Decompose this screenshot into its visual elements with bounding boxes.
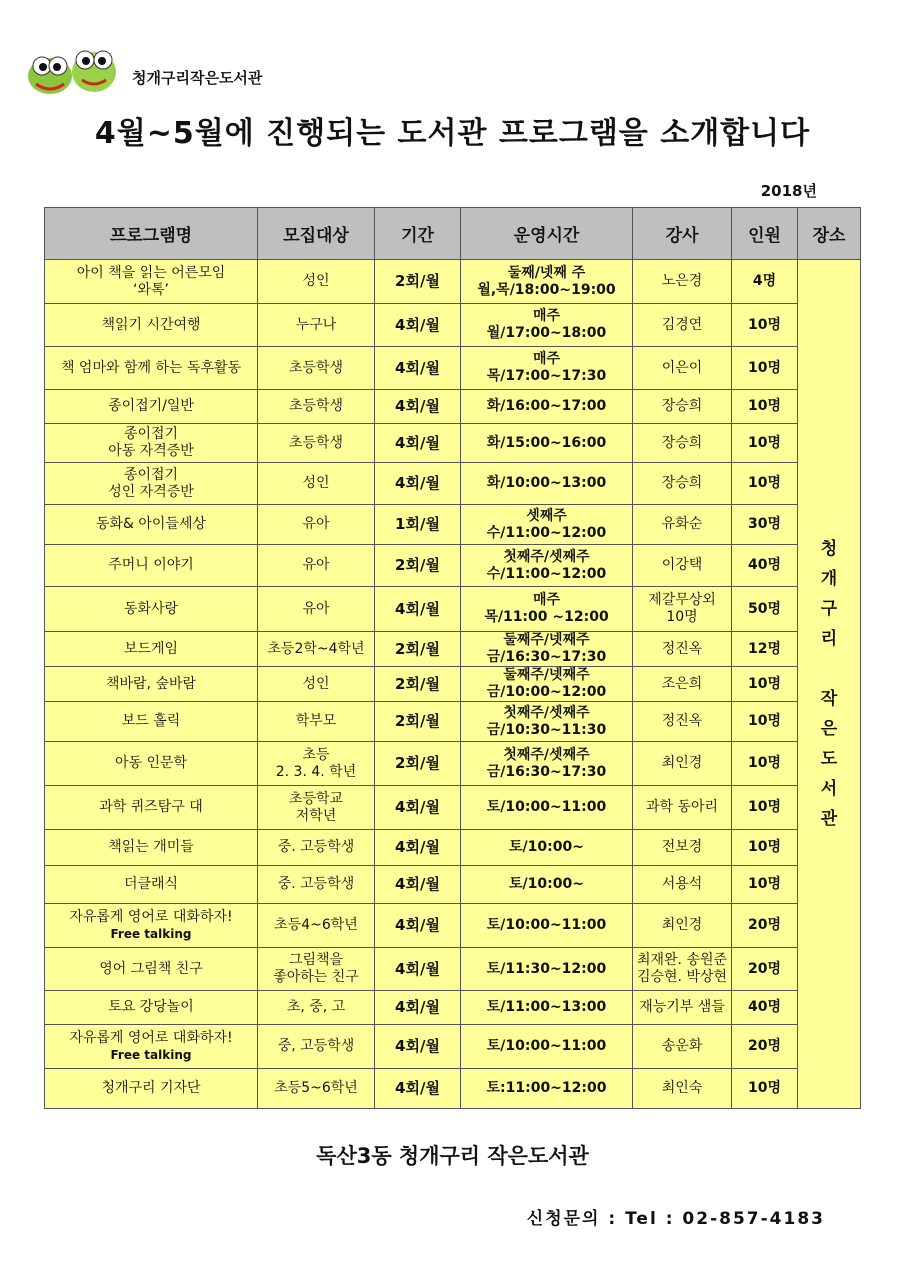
count-cell: 20명 <box>732 948 798 991</box>
cell-line: 금/16:30~17:30 <box>486 649 607 665</box>
count-cell: 40명 <box>732 991 798 1025</box>
table-row <box>45 304 861 347</box>
table-row <box>45 948 861 991</box>
target-cell <box>258 742 375 786</box>
target-cell <box>258 786 375 830</box>
cell-line: 장승희 <box>661 475 703 491</box>
cell-line: 매주 <box>532 308 561 324</box>
cell-line: 자유롭게 영어로 대화하자! <box>69 1029 233 1046</box>
period-cell: 4회/월 <box>375 424 461 463</box>
target-cell <box>258 1025 375 1069</box>
cell-line: 중. 고등학생 <box>277 876 355 892</box>
cell-line: 조은희 <box>661 675 703 692</box>
teacher-cell <box>633 667 732 702</box>
count-cell: 10명 <box>732 667 798 702</box>
time-cell <box>461 1069 633 1109</box>
period-cell: 4회/월 <box>375 991 461 1025</box>
target-cell <box>258 545 375 587</box>
target-cell <box>258 1069 375 1109</box>
teacher-cell <box>633 347 732 390</box>
header-place: 장소 <box>798 208 861 260</box>
cell-line: 영어 그림책 친구 <box>99 960 203 977</box>
cell-line: 과학 퀴즈탐구 대 <box>99 799 203 815</box>
cell-line: 유아 <box>302 557 330 573</box>
cell-line: 이강택 <box>661 557 703 573</box>
cell-line: 첫째주/셋째주 <box>503 548 590 565</box>
period-cell: 4회/월 <box>375 463 461 505</box>
period-cell: 2회/월 <box>375 632 461 667</box>
period-cell: 2회/월 <box>375 545 461 587</box>
count-cell: 10명 <box>732 424 798 463</box>
cell-line: 초등5~6학년 <box>274 1080 358 1096</box>
target-cell <box>258 463 375 505</box>
table-row <box>45 742 861 786</box>
program-name-cell <box>45 390 258 424</box>
period-cell: 4회/월 <box>375 304 461 347</box>
program-name-cell <box>45 830 258 866</box>
target-cell <box>258 587 375 632</box>
count-cell: 10명 <box>732 702 798 742</box>
cell-line: 목/11:00 ~12:00 <box>484 609 609 625</box>
program-name-cell <box>45 904 258 948</box>
time-cell <box>461 830 633 866</box>
program-name-cell <box>45 347 258 390</box>
cell-line: 첫째주/셋째주 <box>503 746 590 763</box>
cell-line: 토/10:00~11:00 <box>486 917 607 933</box>
table-row <box>45 347 861 390</box>
table-row <box>45 632 861 667</box>
cell-line: 최인경 <box>661 917 703 933</box>
count-cell: 12명 <box>732 632 798 667</box>
table-row <box>45 904 861 948</box>
period-cell: 2회/월 <box>375 742 461 786</box>
target-cell <box>258 702 375 742</box>
period-cell: 2회/월 <box>375 260 461 304</box>
header-target: 모집대상 <box>258 208 375 260</box>
count-cell: 10명 <box>732 830 798 866</box>
cell-line: 주머니 이야기 <box>108 557 194 573</box>
period-cell: 4회/월 <box>375 786 461 830</box>
cell-line: Free talking <box>110 1047 192 1062</box>
cell-line: 유아 <box>302 516 330 532</box>
time-cell <box>461 786 633 830</box>
table-row <box>45 1025 861 1069</box>
teacher-cell <box>633 463 732 505</box>
cell-line: 김경연 <box>661 316 703 333</box>
teacher-cell <box>633 948 732 991</box>
count-cell: 20명 <box>732 904 798 948</box>
teacher-cell <box>633 702 732 742</box>
cell-line: 과학 동아리 <box>645 799 719 815</box>
program-name-cell <box>45 424 258 463</box>
period-cell: 2회/월 <box>375 702 461 742</box>
period-cell: 4회/월 <box>375 1069 461 1109</box>
program-name-cell <box>45 587 258 632</box>
period-cell: 4회/월 <box>375 830 461 866</box>
target-cell <box>258 424 375 463</box>
place-char: 은 <box>820 719 838 739</box>
count-cell: 10명 <box>732 1069 798 1109</box>
target-cell <box>258 390 375 424</box>
period-cell: 1회/월 <box>375 505 461 545</box>
cell-line: ‘와톡’ <box>133 281 169 298</box>
count-cell: 40명 <box>732 545 798 587</box>
teacher-cell <box>633 260 732 304</box>
cell-line: 그림책을 <box>288 952 344 968</box>
time-cell <box>461 587 633 632</box>
cell-line: 초등학생 <box>288 359 344 376</box>
cell-line: 2. 3. 4. 학년 <box>275 763 357 780</box>
count-cell: 4명 <box>732 260 798 304</box>
cell-line: 최인숙 <box>661 1080 703 1096</box>
teacher-cell <box>633 505 732 545</box>
cell-line: 성인 <box>302 273 330 289</box>
count-cell: 30명 <box>732 505 798 545</box>
teacher-cell <box>633 424 732 463</box>
cell-line: 누구나 <box>295 316 337 333</box>
cell-line: 저학년 <box>295 807 337 824</box>
target-cell <box>258 667 375 702</box>
cell-line: 유화순 <box>661 516 703 532</box>
cell-line: 성인 <box>302 475 330 491</box>
target-cell <box>258 632 375 667</box>
footer-library-name: 독산3동 청개구리 작은도서관 <box>316 1144 589 1168</box>
cell-line: 더클래식 <box>123 876 179 892</box>
cell-line: 10명 <box>666 609 698 625</box>
cell-line: 청개구리 기자단 <box>101 1080 201 1096</box>
teacher-cell <box>633 1025 732 1069</box>
cell-line: 둘째/넷째 주 <box>507 264 586 281</box>
period-cell: 4회/월 <box>375 347 461 390</box>
header-teacher: 강사 <box>633 208 732 260</box>
page-title: 4월~5월에 진행되는 도서관 프로그램을 소개합니다 <box>94 116 811 151</box>
time-cell <box>461 742 633 786</box>
cell-line: 이은이 <box>661 359 703 376</box>
program-name-cell <box>45 948 258 991</box>
time-cell <box>461 347 633 390</box>
program-name-cell <box>45 991 258 1025</box>
cell-line: 둘째주/넷째주 <box>503 632 590 648</box>
target-cell <box>258 260 375 304</box>
time-cell <box>461 1025 633 1069</box>
cell-line: 초등2학~4학년 <box>267 640 365 657</box>
cell-line: 아동 인문학 <box>114 755 188 771</box>
cell-line: Free talking <box>110 926 192 941</box>
cell-line: 최재완. 송원준 <box>636 952 728 968</box>
teacher-cell <box>633 786 732 830</box>
cell-line: 정진옥 <box>661 713 703 729</box>
header-time: 운영시간 <box>461 208 633 260</box>
cell-line: 토/10:00~ <box>509 876 584 892</box>
period-cell: 4회/월 <box>375 587 461 632</box>
table-row <box>45 424 861 463</box>
table-row <box>45 702 861 742</box>
cell-line: 송운화 <box>661 1038 703 1054</box>
target-cell <box>258 304 375 347</box>
table-row <box>45 505 861 545</box>
cell-line: 성인 자격증반 <box>108 483 194 500</box>
teacher-cell <box>633 1069 732 1109</box>
cell-line: 목/17:00~17:30 <box>486 368 607 384</box>
place-char <box>800 654 858 684</box>
cell-line: 장승희 <box>661 434 703 451</box>
cell-line: 책바람, 숲바람 <box>105 675 197 692</box>
cell-line: 토:11:00~12:00 <box>486 1080 607 1096</box>
program-name-cell <box>45 463 258 505</box>
teacher-cell <box>633 632 732 667</box>
cell-line: 화/16:00~17:00 <box>486 398 607 414</box>
cell-line: 재능기부 샘들 <box>639 999 725 1015</box>
cell-line: 전보경 <box>661 839 703 855</box>
time-cell <box>461 948 633 991</box>
cell-line: 초등학생 <box>288 398 344 414</box>
table-row <box>45 545 861 587</box>
place-char: 구 <box>820 599 838 619</box>
table-header-row <box>45 208 861 260</box>
cell-line: 초등학생 <box>288 434 344 451</box>
period-cell: 4회/월 <box>375 866 461 904</box>
program-name-cell <box>45 545 258 587</box>
cell-line: 화/15:00~16:00 <box>486 434 607 451</box>
target-cell <box>258 948 375 991</box>
cell-line: 토/11:00~13:00 <box>486 999 607 1015</box>
place-cell <box>798 260 861 1109</box>
program-name-cell <box>45 260 258 304</box>
program-name-cell <box>45 1025 258 1069</box>
cell-line: 토/10:00~11:00 <box>486 1038 607 1054</box>
program-name-cell <box>45 304 258 347</box>
program-table <box>44 207 861 1109</box>
frog-logo-icon <box>22 42 122 98</box>
cell-line: 첫째주/셋째주 <box>503 704 590 721</box>
table-row <box>45 463 861 505</box>
count-cell: 10명 <box>732 347 798 390</box>
cell-line: 책읽는 개미들 <box>108 839 194 855</box>
cell-line: 종이접기 <box>123 466 179 483</box>
library-name: 청개구리작은도서관 <box>132 69 263 87</box>
cell-line: 금/10:00~12:00 <box>486 684 607 700</box>
period-cell: 4회/월 <box>375 904 461 948</box>
year-label: 2018년 <box>760 182 817 200</box>
program-name-cell <box>45 742 258 786</box>
teacher-cell <box>633 390 732 424</box>
teacher-cell <box>633 587 732 632</box>
teacher-cell <box>633 866 732 904</box>
time-cell <box>461 304 633 347</box>
cell-line: 보드 홀릭 <box>121 713 181 729</box>
cell-line: 학부모 <box>295 713 337 729</box>
cell-line: 토/11:30~12:00 <box>486 960 607 977</box>
period-cell: 2회/월 <box>375 667 461 702</box>
header <box>22 42 262 98</box>
cell-line: 월,목/18:00~19:00 <box>477 281 616 298</box>
cell-line: 초등학교 <box>288 790 344 807</box>
target-cell <box>258 830 375 866</box>
target-cell <box>258 505 375 545</box>
place-char: 청 <box>820 539 838 559</box>
cell-line: 유아 <box>302 600 330 617</box>
cell-line: 금/10:30~11:30 <box>486 721 607 738</box>
time-cell <box>461 702 633 742</box>
target-cell <box>258 866 375 904</box>
target-cell <box>258 991 375 1025</box>
table-row <box>45 260 861 304</box>
program-name-cell <box>45 786 258 830</box>
time-cell <box>461 390 633 424</box>
place-char: 리 <box>820 629 838 649</box>
place-char: 개 <box>820 569 838 589</box>
time-cell <box>461 904 633 948</box>
cell-line: 화/10:00~13:00 <box>486 475 607 491</box>
count-cell: 50명 <box>732 587 798 632</box>
table-row <box>45 667 861 702</box>
cell-line: 토요 강당놀이 <box>108 999 194 1015</box>
header-program-name: 프로그램명 <box>45 208 258 260</box>
cell-line: 토/10:00~11:00 <box>486 799 607 815</box>
program-name-cell <box>45 667 258 702</box>
cell-line: 장승희 <box>661 398 703 414</box>
table-row <box>45 786 861 830</box>
cell-line: 매주 <box>532 592 561 608</box>
table-row <box>45 830 861 866</box>
place-char: 서 <box>820 779 838 799</box>
program-name-cell <box>45 632 258 667</box>
contact-info: 신청문의 : Tel : 02-857-4183 <box>526 1209 825 1229</box>
cell-line: 최인경 <box>661 755 703 771</box>
time-cell <box>461 545 633 587</box>
program-name-cell <box>45 866 258 904</box>
count-cell: 20명 <box>732 1025 798 1069</box>
cell-line: 좋아하는 친구 <box>273 969 359 985</box>
time-cell <box>461 463 633 505</box>
cell-line: 아동 자격증반 <box>108 443 194 459</box>
cell-line: 초등 <box>302 746 330 763</box>
place-char: 관 <box>820 809 838 829</box>
cell-line: 매주 <box>532 351 561 367</box>
cell-line: 셋째주 <box>526 507 567 524</box>
time-cell <box>461 991 633 1025</box>
table-row <box>45 866 861 904</box>
count-cell: 10명 <box>732 786 798 830</box>
table-body <box>45 260 861 1109</box>
cell-line: 중, 고등학생 <box>277 1038 355 1054</box>
cell-line: 보드게임 <box>123 640 179 657</box>
cell-line: 동화사랑 <box>123 600 179 617</box>
header-period: 기간 <box>375 208 461 260</box>
place-char: 작 <box>820 689 838 709</box>
target-cell <box>258 904 375 948</box>
cell-line: 책 엄마와 함께 하는 독후활동 <box>60 359 242 376</box>
cell-line: 수/11:00~12:00 <box>486 524 607 541</box>
table-row <box>45 1069 861 1109</box>
time-cell <box>461 866 633 904</box>
time-cell <box>461 632 633 667</box>
target-cell <box>258 347 375 390</box>
cell-line: 초, 중, 고 <box>286 999 346 1015</box>
cell-line: 아이 책을 읽는 어른모임 <box>76 264 226 281</box>
teacher-cell <box>633 304 732 347</box>
table-row <box>45 991 861 1025</box>
count-cell: 10명 <box>732 742 798 786</box>
count-cell: 10명 <box>732 866 798 904</box>
cell-line: 성인 <box>302 675 330 692</box>
program-name-cell <box>45 505 258 545</box>
teacher-cell <box>633 830 732 866</box>
cell-line: 월/17:00~18:00 <box>486 325 607 341</box>
place-char: 도 <box>820 749 838 769</box>
table-row <box>45 390 861 424</box>
table-row <box>45 587 861 632</box>
count-cell: 10명 <box>732 463 798 505</box>
time-cell <box>461 260 633 304</box>
cell-line: 종이접기 <box>123 426 179 442</box>
cell-line: 동화& 아이들세상 <box>95 516 207 532</box>
count-cell: 10명 <box>732 304 798 347</box>
header-count: 인원 <box>732 208 798 260</box>
teacher-cell <box>633 904 732 948</box>
cell-line: 김승현. 박상현 <box>636 969 728 985</box>
count-cell: 10명 <box>732 390 798 424</box>
cell-line: 토/10:00~ <box>509 839 584 855</box>
time-cell <box>461 505 633 545</box>
cell-line: 제갈무상외 <box>648 592 716 608</box>
period-cell: 4회/월 <box>375 390 461 424</box>
time-cell <box>461 424 633 463</box>
cell-line: 서용석 <box>661 876 703 892</box>
cell-line: 종이접기/일반 <box>108 398 194 414</box>
cell-line: 정진옥 <box>661 640 703 657</box>
program-name-cell <box>45 702 258 742</box>
cell-line: 초등4~6학년 <box>274 917 358 933</box>
cell-line: 자유롭게 영어로 대화하자! <box>69 908 233 925</box>
time-cell <box>461 667 633 702</box>
period-cell: 4회/월 <box>375 1025 461 1069</box>
cell-line: 수/11:00~12:00 <box>486 565 607 582</box>
teacher-cell <box>633 742 732 786</box>
cell-line: 금/16:30~17:30 <box>486 763 607 780</box>
cell-line: 둘째주/넷째주 <box>503 667 590 683</box>
cell-line: 노은경 <box>661 273 703 289</box>
cell-line: 책읽기 시간여행 <box>101 316 201 333</box>
period-cell: 4회/월 <box>375 948 461 991</box>
teacher-cell <box>633 545 732 587</box>
teacher-cell <box>633 991 732 1025</box>
cell-line: 중. 고등학생 <box>277 839 355 855</box>
program-name-cell <box>45 1069 258 1109</box>
